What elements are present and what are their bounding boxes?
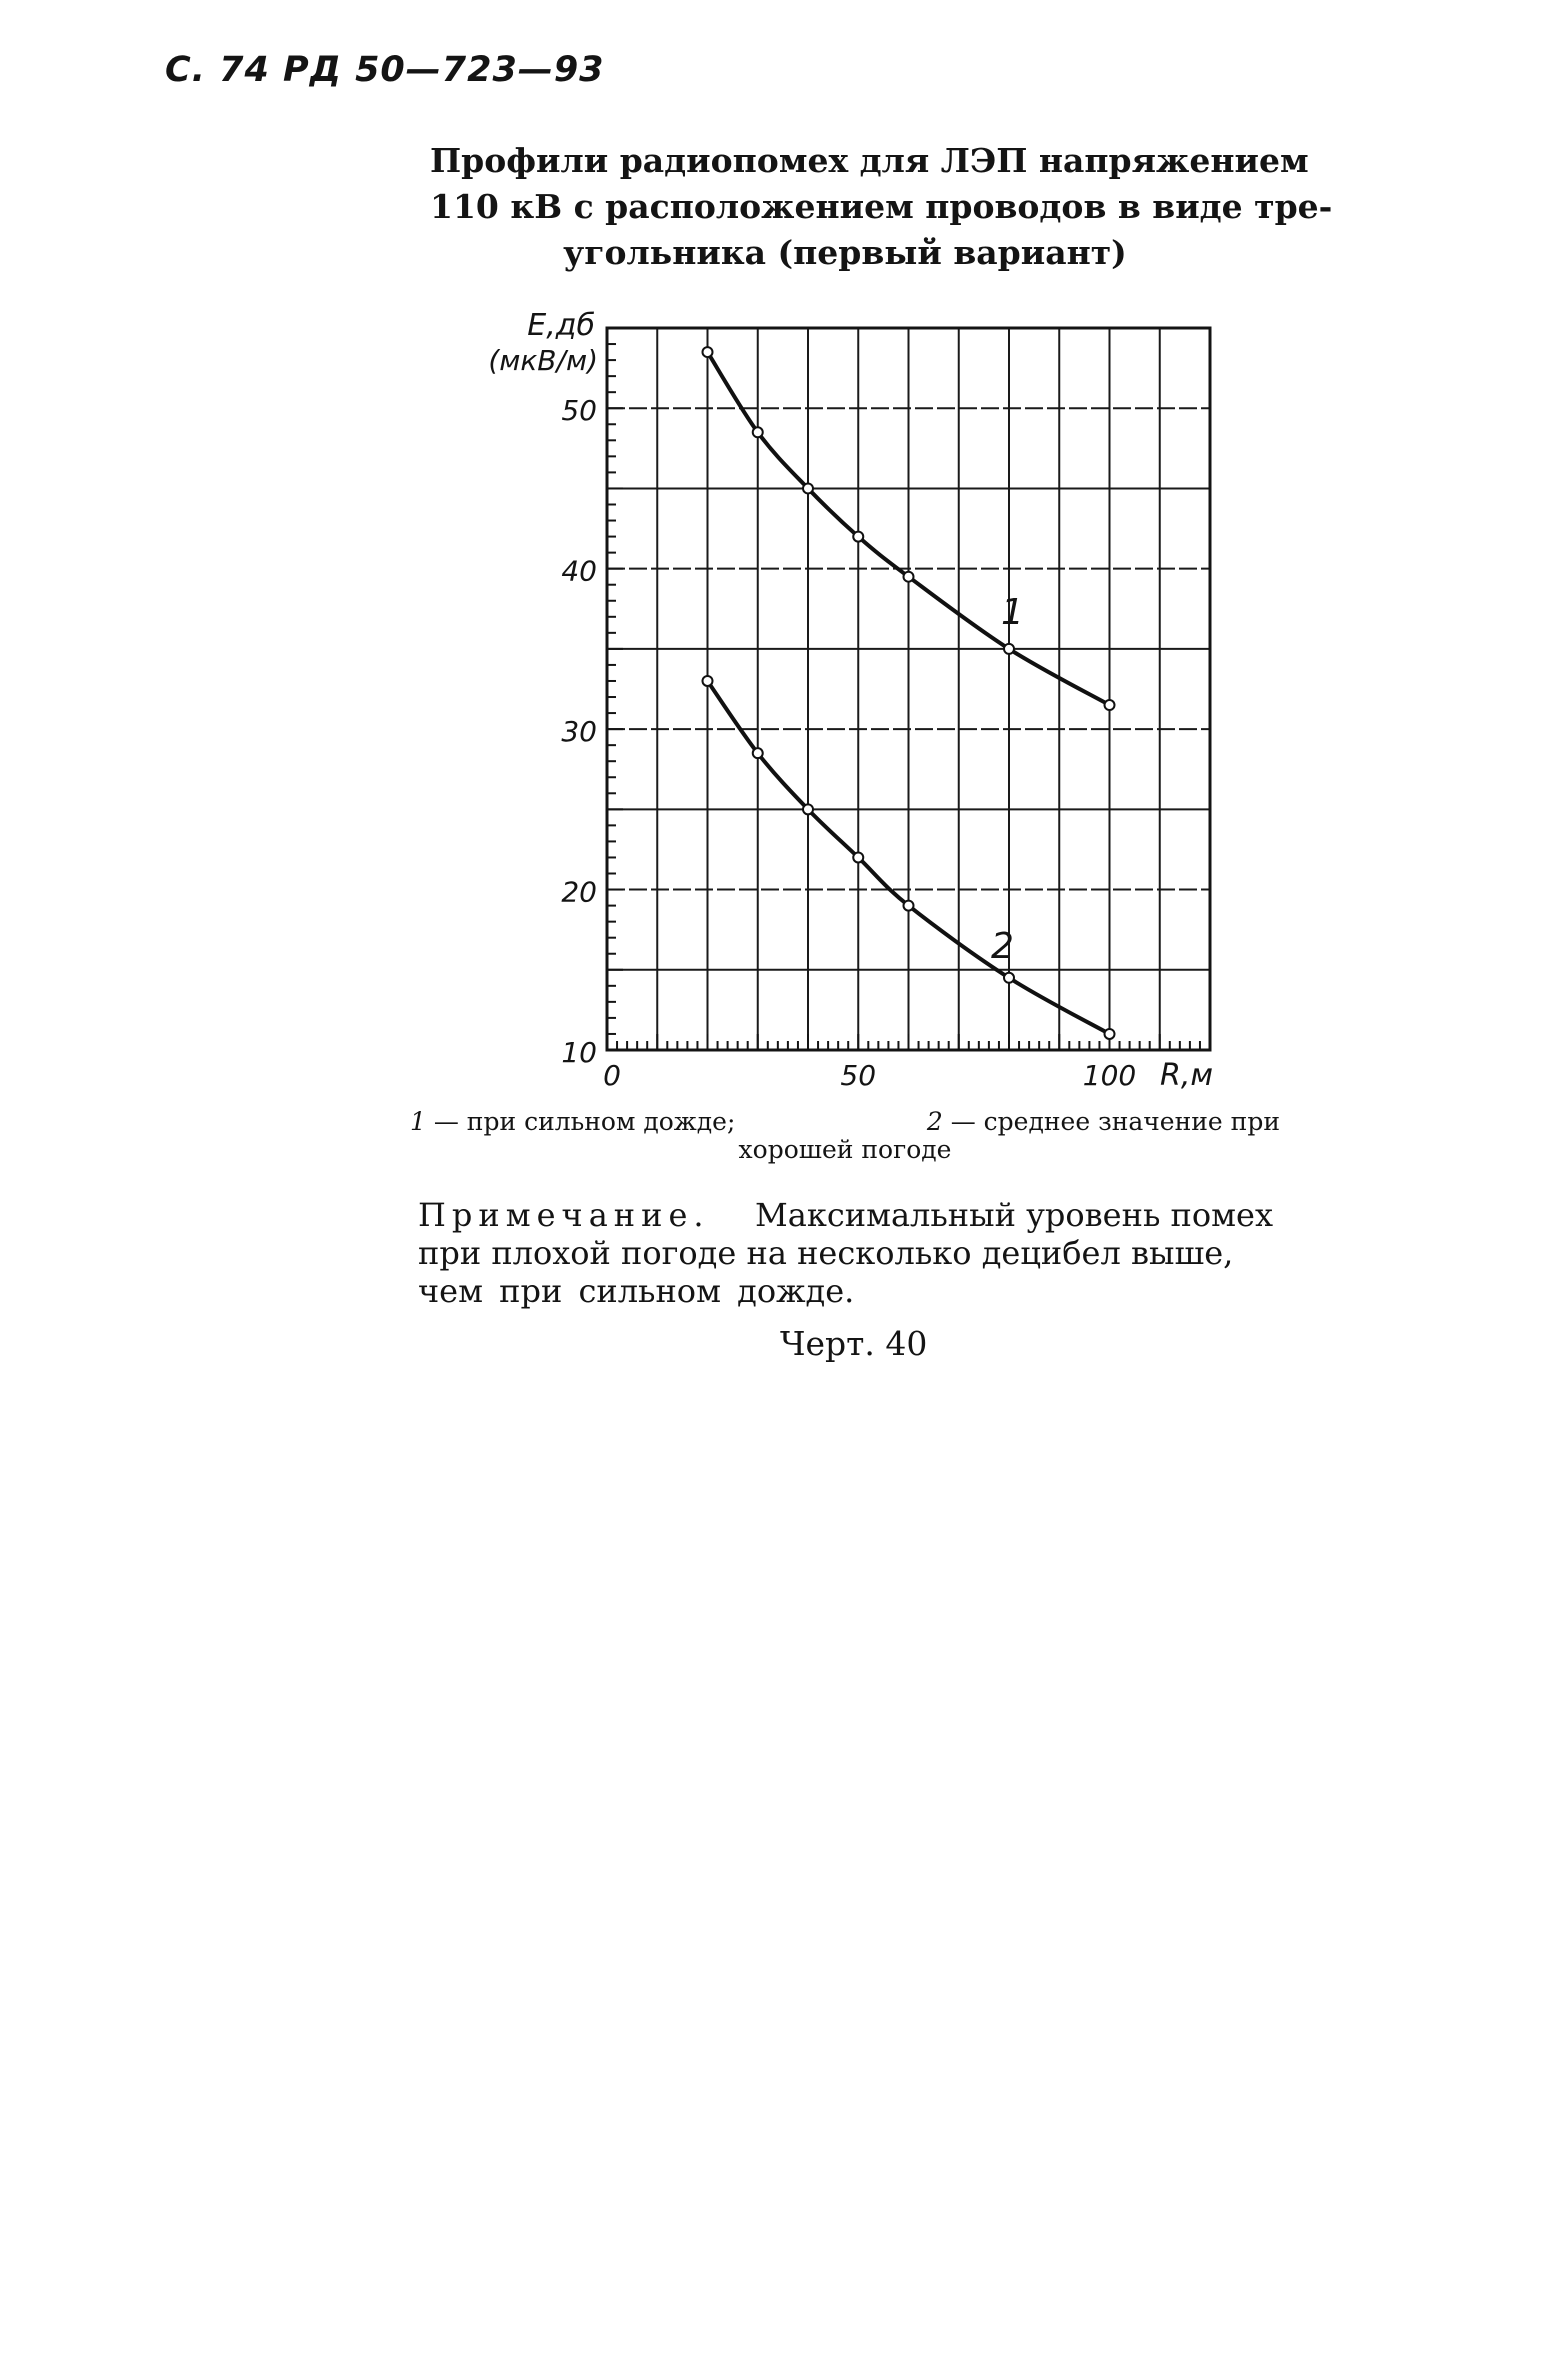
legend-item-2-number: 2	[926, 1107, 943, 1136]
series-point-1	[1004, 644, 1014, 654]
series-point-2	[753, 748, 763, 758]
chart-grid	[607, 328, 1210, 1050]
series-point-1	[853, 532, 863, 542]
note-line-3: чем при сильном дожде.	[418, 1272, 855, 1310]
note-line-1: Максимальный уровень помех	[754, 1196, 1273, 1234]
legend-item-2-text: — среднее значение при	[950, 1107, 1280, 1136]
x-tick-label: 0	[603, 1059, 621, 1092]
x-tick-label: 100	[1082, 1059, 1137, 1092]
legend-item-2-continuation: хорошей погоде	[738, 1135, 952, 1164]
series-point-1	[1105, 700, 1115, 710]
series-point-2	[803, 804, 813, 814]
title-line: Профили радиопомех для ЛЭП напряжением	[430, 141, 1309, 180]
y-tick-label: 20	[561, 875, 597, 909]
figure-legend	[410, 1108, 1280, 1164]
y-tick-label: 50	[561, 394, 597, 428]
series-point-1	[803, 483, 813, 493]
y-axis-unit-label: (мкВ/м)	[488, 344, 598, 377]
series-point-1	[703, 347, 713, 357]
title-line: угольника (первый вариант)	[563, 233, 1127, 272]
title-line: 110 кВ с расположением проводов в виде тре-	[430, 187, 1333, 226]
legend-item-2	[927, 1108, 1280, 1136]
series-label-1: 1	[1001, 591, 1024, 633]
y-tick-label: 30	[561, 715, 597, 749]
series-point-2	[1105, 1029, 1115, 1039]
series-point-1	[753, 427, 763, 437]
series-point-2	[703, 676, 713, 686]
y-tick-label: 40	[561, 554, 597, 588]
legend-item-1	[410, 1108, 735, 1136]
note-line-2: при плохой погоде на несколько децибел выше,	[418, 1234, 1234, 1272]
series-point-2	[853, 852, 863, 862]
figure-label: Черт. 40	[780, 1324, 928, 1363]
y-tick-label: 10	[561, 1036, 597, 1069]
series-point-1	[904, 572, 914, 582]
legend-item-1-number: 1	[410, 1107, 426, 1136]
note	[418, 1196, 1273, 1310]
legend-item-1-text: — при сильном дожде;	[433, 1107, 736, 1136]
x-tick-label: 50	[840, 1059, 877, 1092]
series-point-2	[904, 901, 914, 911]
chart-svg	[0, 0, 1557, 1110]
series-label-2: 2	[991, 925, 1014, 967]
note-heading: Примечание.	[418, 1196, 710, 1234]
series-point-2	[1004, 973, 1014, 983]
y-axis-label: Е,дб	[527, 308, 595, 343]
x-axis-label: R,м	[1160, 1058, 1214, 1093]
page-header: С. 74 РД 50—723—93	[165, 50, 605, 90]
